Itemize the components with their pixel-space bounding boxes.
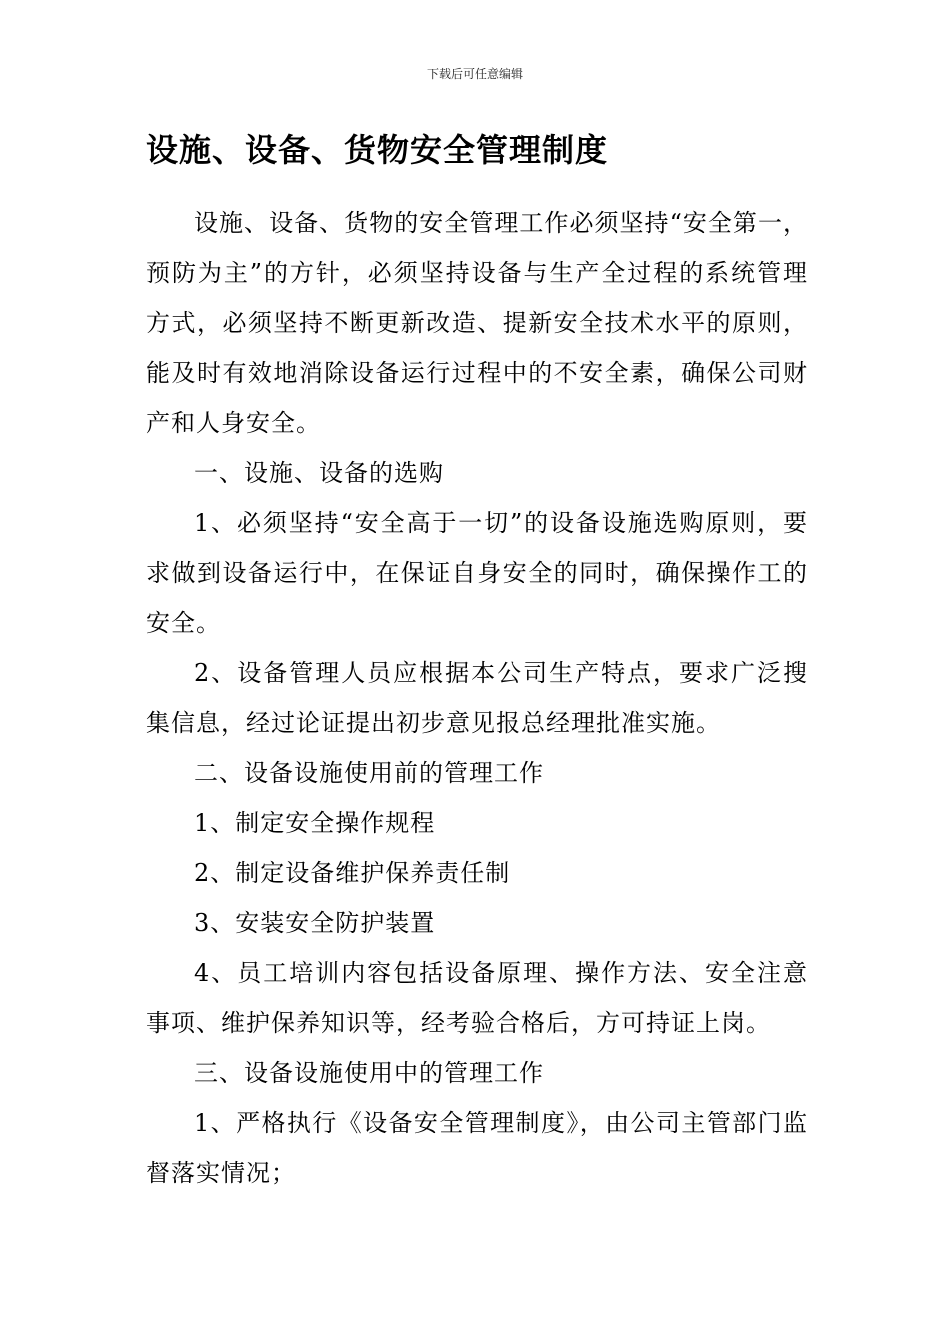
document-body [146,198,808,1198]
paragraph-1-1: 1、必须坚持“安全高于一切”的设备设施选购原则，要求做到设备运行中，在保证自身安全的同时，确保操作工的安全。 [146,509,808,637]
paragraph-1-2: 2、设备管理人员应根据本公司生产特点，要求广泛搜集信息，经过论证提出初步意见报总经理批准实施。 [146,659,808,737]
paragraph-intro: 设施、设备、货物的安全管理工作必须坚持“安全第一，预防为主”的方针，必须坚持设备与生产全过程的系统管理方式，必须坚持不断更新改造、提新安全技术水平的原则，能及时有效地消除设备运行过程中的不安全素，确保公司财产和人身安全。 [146,209,808,437]
document-title: 设施、设备、货物安全管理制度 [146,131,609,169]
section-heading-1: 一、设施、设备的选购 [194,459,444,487]
paragraph-2-1: 1、制定安全操作规程 [194,809,436,837]
section-heading-2: 二、设备设施使用前的管理工作 [194,759,544,787]
header-note: 下载后可任意编辑 [426,67,523,81]
paragraph-3-1: 1、严格执行《设备安全管理制度》，由公司主管部门监督落实情况； [146,1109,808,1187]
paragraph-2-3: 3、安装安全防护装置 [194,909,436,937]
paragraph-2-2: 2、制定设备维护保养责任制 [194,859,511,887]
section-heading-3: 三、设备设施使用中的管理工作 [194,1059,544,1087]
paragraph-2-4: 4、员工培训内容包括设备原理、操作方法、安全注意事项、维护保养知识等，经考验合格后，方可持证上岗。 [146,959,808,1037]
